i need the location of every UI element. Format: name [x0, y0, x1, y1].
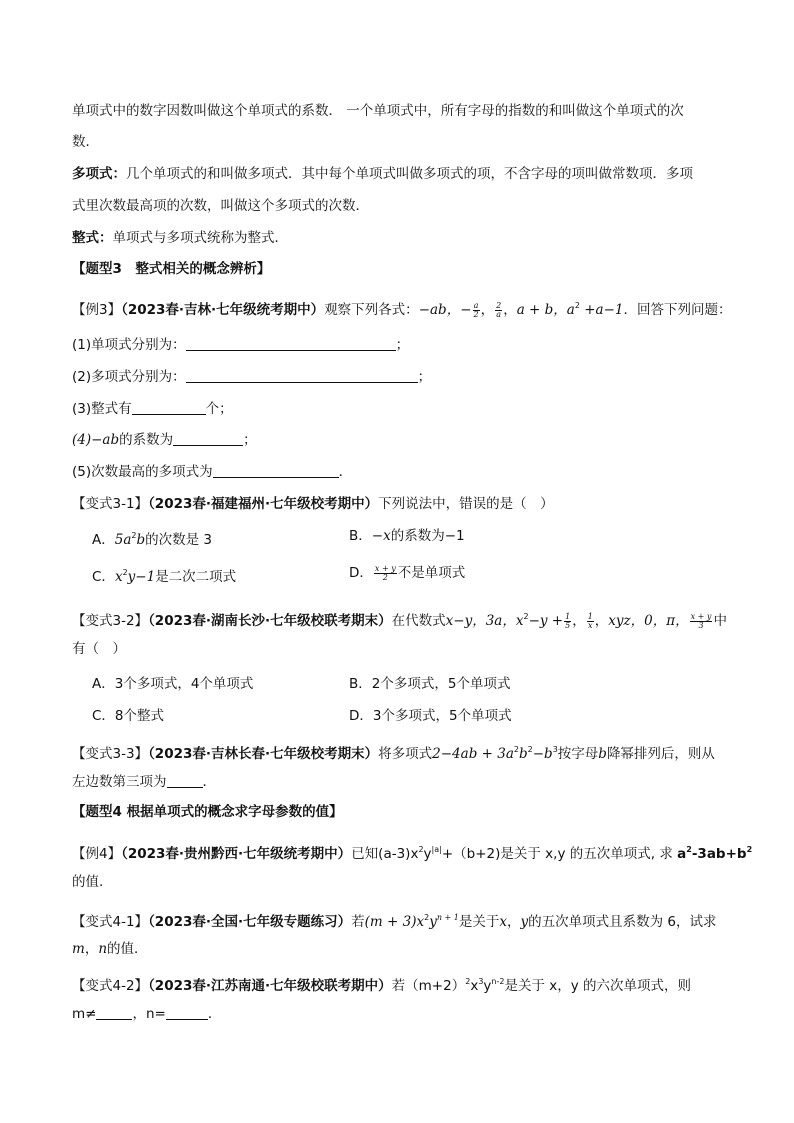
- text: 是关于: [458, 914, 500, 930]
- math: 2−4ab + 3a: [432, 746, 514, 762]
- variant4-2-line2: [72, 1005, 221, 1023]
- text: 观察下列各式：: [324, 302, 419, 318]
- question-text: (5)次数最高的多项式为: [72, 464, 213, 480]
- text: 左边数第三项为: [72, 774, 167, 790]
- text: 中: [713, 613, 727, 629]
- fraction: $\frac{a}{2}$: [473, 300, 479, 319]
- definition-coefficient-line1: [72, 102, 684, 120]
- punct: ．: [202, 774, 216, 790]
- source: （2023春·全国·七年级专题练习）: [148, 914, 352, 930]
- text: m≠: [72, 1006, 97, 1022]
- polynomial-label: 多项式：: [72, 166, 126, 182]
- answer-blank[interactable]: [173, 432, 243, 446]
- source: （2023春·湖南长沙·七年级校联考期末）: [148, 613, 392, 629]
- example3-q3: [72, 400, 233, 418]
- question-text: (1)单项式分别为：: [72, 337, 186, 353]
- example3-stem: 【例3】（2023春·吉林·七年级统考期中）观察下列各式：−ab，− $\frac{a}{2}$ ， $\frac{2}{a}$ ，a + b，$a^2 +a-1$．回答下列问题：: [72, 300, 732, 319]
- text: +（b+2)是关于 x,y 的五次单项式, 求: [441, 846, 678, 862]
- definition-polynomial-line2: [72, 197, 369, 215]
- definition-coefficient-line2: [72, 133, 99, 151]
- text: 下列说法中，错误的是（ ）: [378, 496, 554, 512]
- example4-line2: [72, 873, 103, 891]
- variant4-2-stem: 【变式4-2】（2023春·江苏南通·七年级校联考期中）若$(m+2)^2x^3y^{n-2}$是关于 x，y 的六次单项式，则: [72, 977, 692, 994]
- answer-blank[interactable]: [186, 369, 418, 383]
- option-row: [92, 675, 511, 693]
- variant-label: 【变式4-2】: [72, 978, 149, 994]
- text: 按字母: [557, 746, 599, 762]
- answer-blank[interactable]: [167, 774, 203, 788]
- text: ，n=: [132, 1006, 166, 1022]
- question-text: 的系数为: [119, 432, 174, 448]
- text: 式里次数最高项的次数，叫做这个多项式的次数．: [72, 198, 369, 214]
- answer-blank[interactable]: [96, 1006, 132, 1020]
- math: a + b，a: [516, 302, 575, 318]
- topic4-heading: [72, 803, 343, 821]
- variant3-1-stem: [72, 495, 554, 513]
- math: −b: [532, 746, 553, 762]
- text: 将多项式: [378, 746, 433, 762]
- math: b: [518, 746, 528, 762]
- variant4-1-line2: m，n的值．: [72, 941, 148, 957]
- option-b[interactable]: B．2个多项式，5个单项式: [349, 676, 511, 692]
- variant4-1-stem: 【变式4-1】（2023春·全国·七年级专题练习）若$(m + 3)x^2y^{n + 1}$是关于x，y的五次单项式且系数为 6，试求: [72, 913, 717, 930]
- answer-blank[interactable]: [213, 464, 339, 478]
- variant3-2-stem-line2: [72, 640, 126, 658]
- option-b[interactable]: B．−x的系数为−1: [349, 528, 465, 544]
- answer-blank[interactable]: [132, 401, 206, 415]
- variant-label: 【变式3-2】: [72, 613, 149, 629]
- text: 几个单项式的和叫做多项式．其中每个单项式叫做多项式的项，不含字母的项叫做常数项．多项: [126, 166, 693, 182]
- example3-q1: [72, 336, 409, 354]
- answer-blank[interactable]: [166, 1006, 208, 1020]
- text: ．回答下列问题：: [623, 302, 732, 318]
- example3-q4: [72, 431, 257, 449]
- option-d[interactable]: D． $\frac{x + y}{2}$ 不是单项式: [349, 563, 466, 582]
- heading-text: 【题型3 整式相关的概念辨析】: [72, 261, 271, 277]
- option-a[interactable]: A．3个多项式，4个单项式: [92, 676, 254, 692]
- question-text: (3)整式有: [72, 401, 132, 417]
- example3-q2: [72, 368, 431, 386]
- math: (4)−ab: [72, 432, 120, 448]
- source: （2023春·江苏南通·七年级校联考期中）: [148, 978, 392, 994]
- punct: ．: [338, 464, 353, 480]
- punct: ；: [417, 369, 432, 385]
- option-row: [92, 527, 465, 549]
- math: +a−1: [579, 302, 624, 318]
- question-text: (2)多项式分别为：: [72, 369, 186, 385]
- option-row: [92, 707, 512, 725]
- text: 数．: [72, 134, 99, 150]
- math: −ab，−: [418, 302, 472, 318]
- option-c[interactable]: C．$x^2y-1$是二次二项式: [92, 568, 237, 585]
- text: 是关于 x，y 的六次单项式，则: [504, 978, 692, 994]
- text: 降幂排列后，则从: [606, 746, 715, 762]
- text: 有（ ）: [72, 641, 126, 657]
- definition-polynomial-line1: [72, 165, 693, 183]
- option-c[interactable]: C．8个整式: [92, 708, 165, 724]
- example3-q5: [72, 463, 352, 481]
- variant-label: 【变式4-1】: [72, 914, 149, 930]
- math: (m + 3)x: [364, 914, 425, 930]
- text: 的值.: [72, 874, 104, 890]
- math: −y +: [528, 613, 564, 629]
- option-row: [92, 563, 466, 586]
- text: 的值．: [107, 941, 148, 957]
- fraction: $\frac{2}{a}$: [496, 300, 502, 319]
- integral-label: 整式：: [72, 230, 113, 246]
- math: x−y，3a，x: [445, 613, 524, 629]
- answer-blank[interactable]: [186, 337, 396, 351]
- option-a[interactable]: A．$5a^2b$的次数是 3: [92, 531, 213, 548]
- option-d[interactable]: D．3个多项式，5个单项式: [349, 708, 512, 724]
- text: 已知(a-3)x: [351, 846, 419, 862]
- math: b: [598, 746, 607, 762]
- variant-label: 【变式3-1】: [72, 496, 149, 512]
- punct: ；: [395, 337, 410, 353]
- source: （2023春·贵州黔西·七年级统考期中）: [121, 846, 352, 862]
- text: 若: [351, 914, 365, 930]
- text: 在代数式: [391, 613, 446, 629]
- variant3-3-line2: [72, 773, 216, 791]
- variant3-3-stem: 【变式3-3】（2023春·吉林长春·七年级校考期末）将多项式$2-4ab + 3a^2b^2-b^3$按字母b降幂排列后，则从: [72, 745, 715, 762]
- definition-integral-expression: [72, 229, 288, 247]
- text: 若（m+2）: [391, 978, 466, 994]
- source: （2023春·吉林·七年级统考期中）: [121, 302, 325, 318]
- source: （2023春·福建福州·七年级校考期中）: [148, 496, 379, 512]
- text: 单项式中的数字因数叫做这个单项式的系数． 一个单项式中，所有字母的指数的和叫做这个单项式的次: [72, 103, 684, 119]
- punct: ．: [207, 1006, 222, 1022]
- example-label: 【例4】: [72, 846, 122, 862]
- example-label: 【例3】: [72, 302, 122, 318]
- text: 单项式与多项式统称为整式．: [112, 230, 288, 246]
- variant3-2-stem: 【变式3-2】（2023春·湖南长沙·七年级校联考期末）在代数式x−y，3a，$x^2-y$ + $\frac{1}{5}$ ， $\frac{1}{x}$ ，xyz，0，π， $\frac{x + y}{3}$ 中: [72, 611, 727, 630]
- heading-text: 【题型4 根据单项式的概念求字母参数的值】: [72, 804, 343, 820]
- text: 的五次单项式且系数为 6，试求: [528, 914, 717, 930]
- math: xyz，0，π，: [608, 613, 689, 629]
- topic3-heading: [72, 260, 270, 278]
- source: （2023春·吉林长春·七年级校考期末）: [148, 746, 379, 762]
- example4-stem: 【例4】（2023春·贵州黔西·七年级统考期中）已知$(a-3)x^2y^{|a|}+(b+2)$是关于 x,y 的五次单项式, 求 $a^2-3ab+b^2$: [72, 845, 753, 862]
- punct: ；: [243, 432, 257, 448]
- punct: 个；: [205, 401, 233, 417]
- variant-label: 【变式3-3】: [72, 746, 149, 762]
